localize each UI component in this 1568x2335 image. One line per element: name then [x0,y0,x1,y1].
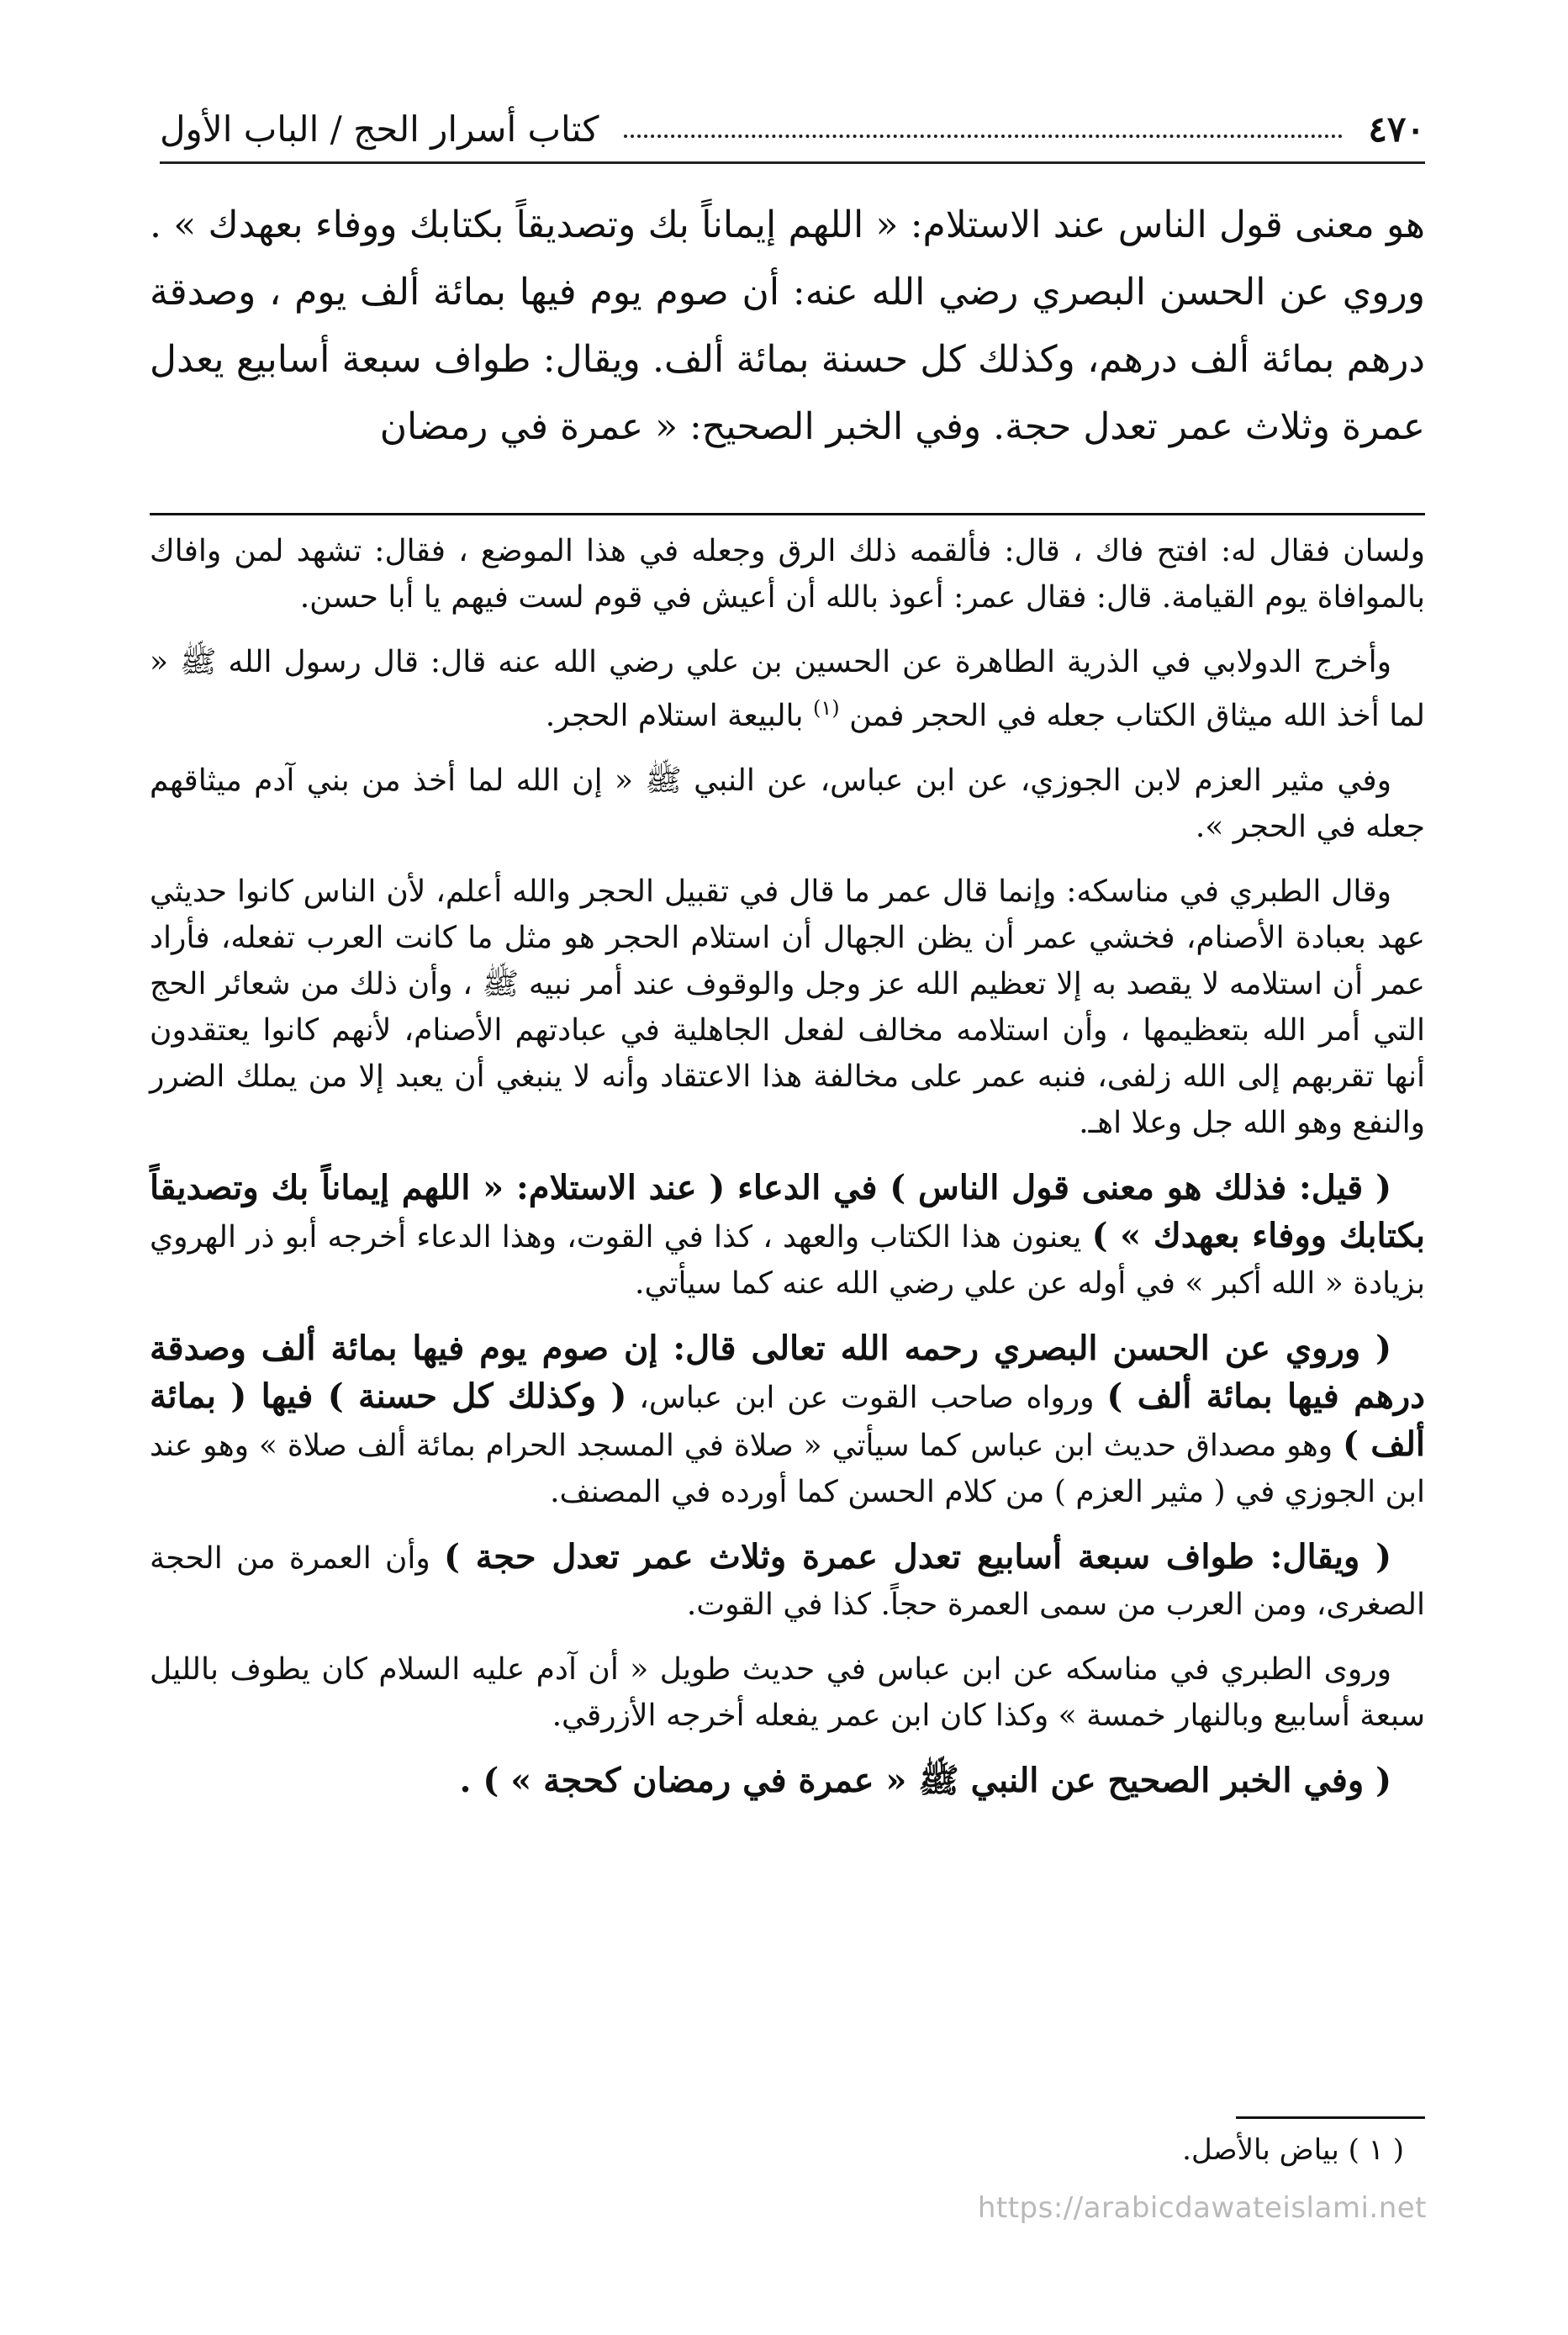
main-text [150,192,1425,461]
commentary-paragraph-3: وفي مثير العزم لابن الجوزي، عن ابن عباس، عن النبي ﷺ « إن الله لما أخذ من بني آدم ميثاقهم جعله في الحجر ». [150,763,1425,844]
commentary-paragraph-1: ولسان فقال له: افتح فاك ، قال: فألقمه ذلك الرق وجعله في هذا الموضع ، فقال: تشهد لمن وافاك بالموافاة يوم القيامة. قال: فقال عمر: أعوذ بالله أن أعيش في قوم لست فيهم يا أبا حسن. [150,534,1426,615]
footnote-rule [1236,2116,1425,2119]
lemma-quote: ( ويقال: طواف سبعة أسابيع تعدل عمرة وثلاث عمر تعدل حجة ) [444,1537,1391,1577]
commentary-text: ورواه صاحب القوت عن ابن عباس، [639,1381,1095,1415]
header-dot-leader [624,135,1343,138]
commentary-text: بالبيعة استلام الحجر. [545,699,804,733]
lemma-quote: ( وكذلك كل حسنة ) فيها ( بمائة ألف ) [150,1376,1426,1464]
commentary-paragraph-5 [150,1165,1425,1307]
header-rule [160,161,1425,164]
commentary [150,528,1425,1824]
commentary-text: وهو مصداق حديث ابن عباس كما سيأتي « صلاة في المسجد الحرام بمائة ألف صلاة » وهو عند ابن الجوزي في ( مثير العزم ) من كلام الحسن كما أورده في المصنف. [150,1429,1425,1509]
commentary-paragraph-7 [150,1534,1425,1628]
commentary-paragraph-6 [150,1325,1425,1515]
lemma-quote: ( قيل: فذلك هو معنى قول الناس ) في الدعاء ( عند الاستلام: « اللهم إيماناً بك وتصديقاً بكتابك ووفاء بعهدك » ) [150,1168,1425,1255]
watermark-url: https://arabicdawateislami.net [977,2191,1427,2225]
commentary-paragraph-8: وروى الطبري في مناسكه عن ابن عباس في حديث طويل « أن آدم عليه السلام كان يطوف بالليل سبعة أسابيع وبالنهار خمسة » وكذا كان ابن عمر يفعله أخرجه الأزرقي. [150,1652,1425,1733]
commentary-paragraph-9 [150,1757,1425,1805]
footnote-marker: (١) [812,696,840,720]
commentary-text: يعنون هذا الكتاب والعهد ، كذا في القوت، وهذا الدعاء أخرجه أبو ذر الهروي بزيادة « الله أكبر » في أوله عن علي رضي الله عنه كما سيأتي. [150,1220,1425,1301]
lemma-quote: ( وروي عن الحسن البصري رحمه الله تعالى قال: إن صوم يوم فيها بمائة ألف وصدقة درهم فيها بمائة ألف ) [150,1329,1425,1416]
commentary-text: وأن العمرة من الحجة الصغرى، ومن العرب من سمى العمرة حجاً. كذا في القوت. [150,1541,1425,1622]
footnote: ( ١ ) بياض بالأصل. [1182,2133,1404,2167]
commentary-paragraph-4: وقال الطبري في مناسكه: وإنما قال عمر ما قال في تقبيل الحجر والله أعلم، لأن الناس كانوا حديثي عهد بعبادة الأصنام، فخشي عمر أن يظن الجهال أن استلام الحجر هو مثل ما كانت العرب تفعله، فأراد عمر أن استلامه لا يقصد به إلا تعظيم الله عز وجل والوقوف عند أمر نبيه ﷺ ، وأن ذلك من شعائر الحج التي أمر الله بتعظيمها ، وأن استلامه مخالف لفعل الجاهلية في عبادتهم الأصنام، لأنهم كانوا يعتقدون أنها تقربهم إلى الله زلفى، فنبه عمر على مخالفة هذا الاعتقاد وأنه لا ينبغي أن يعبد إلا من يملك الضرر والنفع وهو الله جل وعلا اهـ. [150,874,1425,1140]
page-number: ٤٧٠ [1368,108,1425,150]
commentary-paragraph-2 [150,639,1425,739]
main-text-divider [150,513,1425,515]
lemma-quote: ( وفي الخبر الصحيح عن النبي ﷺ « عمرة في رمضان كحجة » ) . [459,1761,1391,1800]
page-header [160,91,1425,150]
commentary-text: وأخرج الدولابي في الذرية الطاهرة عن الحسين بن علي رضي الله عنه قال: قال رسول الله ﷺ « لما أخذ الله ميثاق الكتاب جعله في الحجر فمن [150,645,1425,733]
running-title: كتاب أسرار الحج / الباب الأول [160,108,599,150]
main-paragraph: هو معنى قول الناس عند الاستلام: « اللهم إيماناً بك وتصديقاً بكتابك ووفاء بعهدك » . وروي عن الحسن البصري رضي الله عنه: أن صوم يوم فيها بمائة ألف يوم ، وصدقة درهم بمائة ألف درهم، وكذلك كل حسنة بمائة ألف. ويقال: طواف سبعة أسابيع يعدل عمرة وثلاث عمر تعدل حجة. وفي الخبر الصحيح: « عمرة في رمضان [150,203,1425,448]
